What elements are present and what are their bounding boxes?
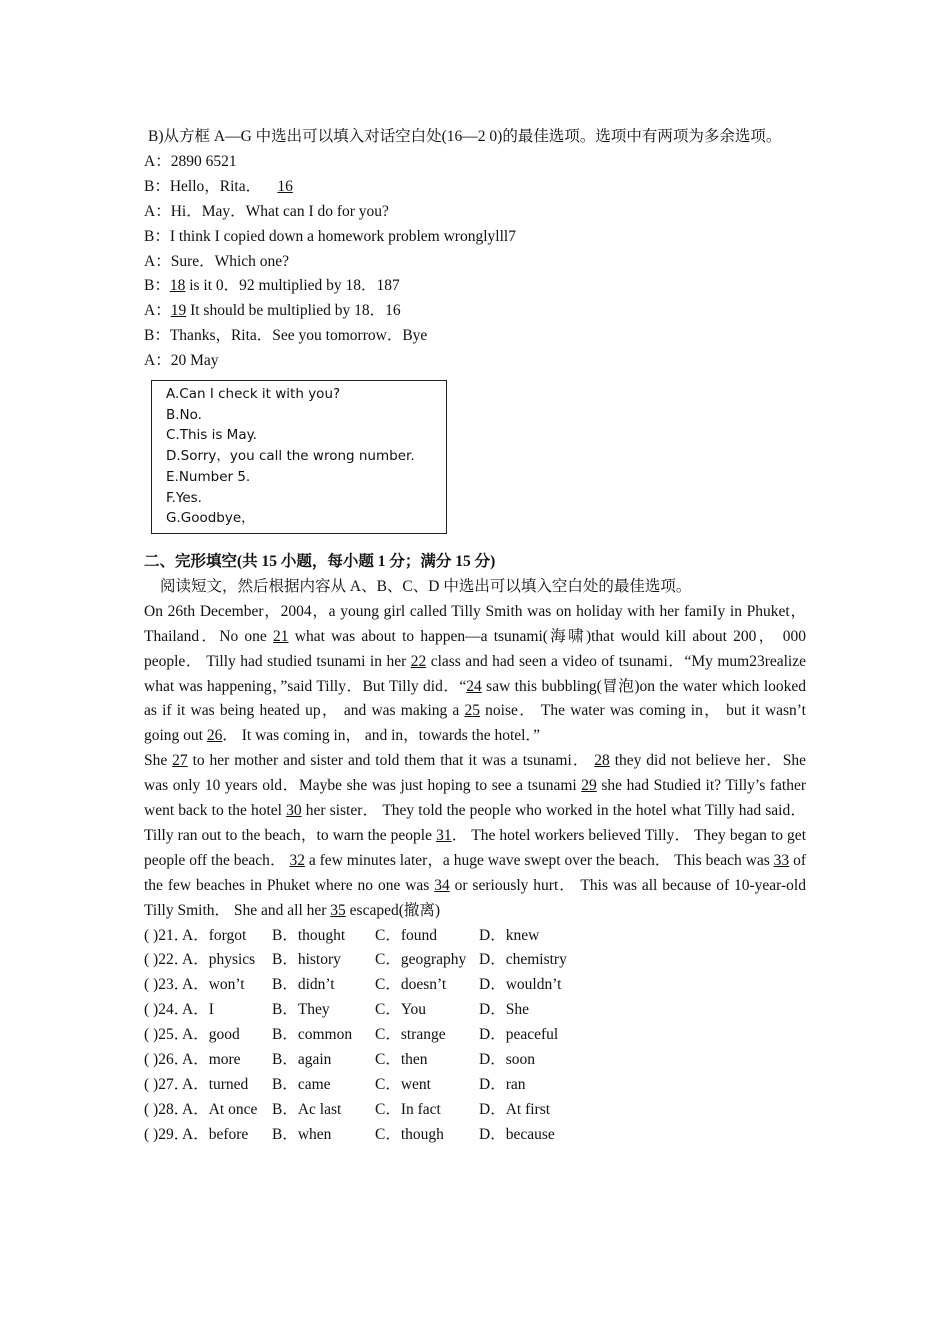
speaker-label: A：: [144, 152, 171, 170]
question-number: ( )24．: [144, 1001, 190, 1019]
speaker-label: B：: [144, 327, 170, 345]
option-d[interactable]: D．peaceful: [479, 1026, 559, 1044]
option-c[interactable]: C．then: [375, 1051, 428, 1069]
dialogue-text: I think I copied down a homework problem wronglylll7: [169, 227, 516, 245]
cloze-blank[interactable]: 25: [464, 702, 480, 720]
option-a[interactable]: A．I: [182, 1001, 214, 1019]
option-c[interactable]: C．went: [375, 1076, 431, 1094]
question-row: [144, 1123, 806, 1148]
passage-text: she had Studied it? Tilly’s father went back to the hotel: [144, 777, 807, 820]
answer-blank[interactable]: 19: [170, 302, 187, 320]
option-item: E.Number 5.: [166, 468, 251, 485]
option-b[interactable]: B．They: [272, 1001, 330, 1019]
dialogue-line: [144, 299, 806, 324]
question-number: ( )26．: [144, 1051, 190, 1069]
passage-paragraph-1: [144, 600, 806, 749]
passage-text: noise． The water was coming in， but it wasn’t going out: [144, 702, 806, 745]
speaker-label: A：: [144, 302, 171, 320]
question-number: ( )22．: [144, 951, 190, 969]
cloze-blank[interactable]: 24: [466, 677, 482, 695]
passage-text: a few minutes later，a huge wave swept over the beach． This beach was: [304, 851, 774, 869]
speaker-label: B：: [144, 277, 170, 295]
answer-blank[interactable]: 16: [277, 177, 293, 195]
speaker-label: B：: [144, 227, 170, 245]
dialogue-line: [144, 150, 806, 175]
cloze-blank[interactable]: 30: [286, 802, 302, 820]
option-d[interactable]: D．At first: [479, 1100, 551, 1118]
dialogue-text: Hello，Rita．: [169, 177, 262, 195]
dialogue-text-after: It should be multiplied by 18．16: [186, 302, 401, 320]
option-a[interactable]: A．physics: [182, 951, 256, 969]
option-a[interactable]: A．before: [182, 1125, 249, 1143]
option-c[interactable]: C．doesn’t: [375, 976, 447, 994]
dialogue-line: [144, 225, 806, 250]
option-a[interactable]: A．forgot: [182, 926, 247, 944]
option-b[interactable]: B．came: [272, 1076, 331, 1094]
option-c[interactable]: C．though: [375, 1125, 444, 1143]
option-d[interactable]: D．because: [479, 1125, 555, 1143]
dialogue-line: [144, 250, 806, 275]
dialogue-text-after: is it 0．92 multiplied by 18．187: [185, 277, 400, 295]
option-d[interactable]: D．wouldn’t: [479, 976, 562, 994]
cloze-blank[interactable]: 35: [330, 901, 346, 919]
option-a[interactable]: A．more: [182, 1051, 241, 1069]
cloze-blank[interactable]: 26: [206, 727, 223, 745]
dialogue-text: Sure．Which one?: [170, 252, 290, 270]
passage-text: to her mother and sister and told them that it was a tsunami．: [187, 752, 595, 770]
passage-text: what was about to happen—a tsunami(海啸)that would kill about 200， 000 people． Tilly had studied tsunami in her: [144, 627, 806, 670]
question-number: ( )28．: [144, 1100, 190, 1118]
passage-text: ． It was coming in， and in，towards the hotel．”: [222, 727, 541, 745]
worksheet-page: [144, 125, 806, 1148]
speaker-label: A：: [144, 202, 171, 220]
option-d[interactable]: D．chemistry: [479, 951, 567, 969]
option-c[interactable]: C．found: [375, 926, 438, 944]
passage-text: escaped(撤离): [345, 901, 441, 919]
cloze-blank[interactable]: 33: [773, 851, 790, 869]
option-item: D.Sorry，you call the wrong number.: [166, 448, 415, 465]
section-title: 二、完形填空(共 15 小题，每小题 1 分；满分 15 分): [144, 552, 496, 570]
cloze-instruction: 阅读短文，然后根据内容从 A、B、C、D 中选出可以填入空白处的最佳选项。: [160, 577, 692, 595]
dialogue-line: [144, 200, 806, 225]
dialogue-line: [144, 274, 806, 299]
option-a[interactable]: A．At once: [182, 1100, 258, 1118]
dialogue-text: Hi．May．What can I do for you?: [170, 202, 389, 220]
question-row: [144, 1023, 806, 1048]
option-b[interactable]: B．history: [272, 951, 341, 969]
passage-text: her sister． They told the people who worked in the hotel what Tilly had said．Tilly ran out to the beach，to warn the people: [144, 802, 806, 844]
option-b[interactable]: B．again: [272, 1051, 332, 1069]
option-a[interactable]: A．won’t: [182, 976, 245, 994]
question-row: [144, 973, 806, 998]
option-d[interactable]: D．She: [479, 1001, 529, 1019]
passage-text: On 26th December，2004，a young girl called Tilly Smith was on holiday with her famiIy in Phuket，Thailand．No one: [144, 602, 806, 645]
dialogue-line: [144, 324, 806, 349]
option-b[interactable]: B．didn’t: [272, 976, 335, 994]
option-item: B.No.: [166, 406, 202, 423]
option-c[interactable]: C．strange: [375, 1026, 446, 1044]
cloze-blank[interactable]: 29: [581, 777, 597, 795]
cloze-blank[interactable]: 28: [594, 752, 610, 770]
option-a[interactable]: A．turned: [182, 1076, 249, 1094]
dialogue-line: [144, 175, 806, 200]
option-item: A.Can I check it with you?: [166, 386, 341, 403]
question-row: [144, 998, 806, 1023]
speaker-label: A：: [144, 352, 171, 370]
dialogue-line: [144, 349, 806, 374]
options-box: [151, 380, 447, 534]
dialogue-text: Thanks，Rita．See you tomorrow．Bye: [169, 327, 428, 345]
passage-text: class and had seen a video of tsunami．“My mum23realize what was happening，”said Tilly．But Tilly did．“: [144, 652, 806, 695]
option-d[interactable]: D．soon: [479, 1051, 535, 1069]
option-c[interactable]: C．You: [375, 1001, 426, 1019]
answer-blank[interactable]: 18: [169, 277, 186, 295]
cloze-blank[interactable]: 34: [434, 876, 450, 894]
dialogue-text: 20 May: [170, 352, 219, 370]
option-d[interactable]: D．knew: [479, 926, 540, 944]
option-b[interactable]: B．common: [272, 1026, 353, 1044]
question-row: [144, 948, 806, 973]
option-b[interactable]: B．Ac last: [272, 1100, 342, 1118]
speaker-label: B：: [144, 177, 170, 195]
question-number: ( )27．: [144, 1076, 190, 1094]
cloze-blank[interactable]: 31: [436, 826, 452, 844]
passage-text: saw this bubbling(冒泡)on the water which looked as if it was being heated up， and was making a: [144, 677, 807, 720]
cloze-blank[interactable]: 32: [289, 851, 305, 869]
question-row: [144, 1098, 806, 1123]
question-number: ( )23．: [144, 976, 190, 994]
passage-text: She: [144, 752, 173, 770]
question-number: ( )21．: [144, 926, 190, 944]
option-d[interactable]: D．ran: [479, 1076, 526, 1094]
question-list: [144, 924, 806, 1148]
option-c[interactable]: C．geography: [375, 951, 467, 969]
speaker-label: A：: [144, 252, 171, 270]
passage-paragraph-2: [144, 749, 806, 923]
option-b[interactable]: B．thought: [272, 926, 346, 944]
question-row: [144, 1073, 806, 1098]
part-b-instruction: B)从方框 A—G 中选出可以填入对话空白处(16—2 0)的最佳选项。选项中有两项为多余选项。: [148, 128, 782, 145]
option-item: C.This is May.: [166, 427, 257, 444]
dialogue: [144, 150, 806, 374]
question-number: ( )29．: [144, 1125, 190, 1143]
question-row: [144, 1048, 806, 1073]
passage-text: ． The hotel workers believed Tilly． They began to get people off the beach．: [144, 826, 806, 869]
option-a[interactable]: A．good: [182, 1026, 240, 1044]
option-item: F.Yes.: [166, 489, 202, 506]
question-row: [144, 924, 806, 949]
passage-text: of the few beaches in Phuket where no one was: [144, 851, 806, 894]
question-number: ( )25．: [144, 1026, 190, 1044]
dialogue-text: 2890 6521: [170, 152, 237, 170]
passage-text: or seriously hurt． This was all because of 10-year-old Tilly Smith． She and all her: [144, 876, 806, 919]
option-b[interactable]: B．when: [272, 1125, 332, 1143]
cloze-blank[interactable]: 22: [410, 652, 427, 670]
cloze-blank[interactable]: 27: [172, 752, 188, 770]
option-c[interactable]: C．In fact: [375, 1100, 441, 1118]
cloze-blank[interactable]: 21: [273, 627, 289, 645]
option-item: G.Goodbye，: [166, 510, 255, 527]
passage-text: they did not believe her．She was only 10 years old．Maybe she was just hoping to see a tsunami: [144, 752, 807, 795]
